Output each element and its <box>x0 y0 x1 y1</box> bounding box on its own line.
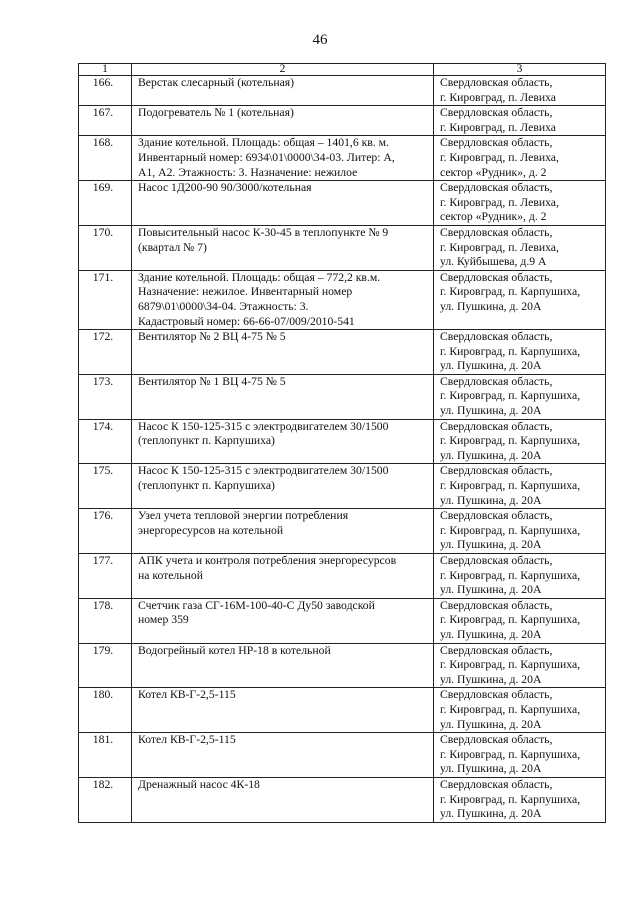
address-cell <box>434 464 606 509</box>
property-name-line: Водогрейный котел НР-18 в котельной <box>138 643 331 657</box>
property-name-cell <box>132 419 434 464</box>
table-row <box>79 509 606 554</box>
row-number: 171. <box>79 270 132 329</box>
property-name-cell <box>132 777 434 822</box>
row-number: 182. <box>79 777 132 822</box>
property-name-line: АПК учета и контроля потребления энергоресурсов <box>138 554 397 567</box>
property-name-line: Насос К 150-125-315 с электродвигателем 30/1500 <box>138 419 389 433</box>
address-line: г. Кировград, п. Левиха, <box>440 195 559 209</box>
address-line: Свердловская область, <box>440 733 553 747</box>
column-header-number: 1 <box>79 64 132 76</box>
address-line: Свердловская область, <box>440 598 553 612</box>
table-row <box>79 688 606 733</box>
address-line: г. Кировград, п. Карпушиха, <box>440 285 581 299</box>
table-row <box>79 106 606 136</box>
address-cell <box>434 330 606 375</box>
property-name-line: 6879\01\0000\34-04. Этажность: 3. <box>138 299 309 313</box>
property-name-line: (квартал № 7) <box>138 240 207 254</box>
address-line: Свердловская область, <box>440 419 553 433</box>
property-name-cell <box>132 181 434 226</box>
address-line: Свердловская область, <box>440 643 553 657</box>
table-row <box>79 374 606 419</box>
table-row <box>79 598 606 643</box>
property-name-line: Вентилятор № 2 ВЦ 4-75 № 5 <box>138 330 286 344</box>
address-line: г. Кировград, п. Левиха <box>440 120 556 134</box>
table-row <box>79 330 606 375</box>
table-row <box>79 777 606 822</box>
address-line: г. Кировград, п. Карпушиха, <box>440 479 581 493</box>
address-line: Свердловская область, <box>440 225 553 239</box>
property-name-line: Подогреватель № 1 (котельная) <box>138 106 294 120</box>
table-header-row <box>79 64 606 76</box>
table-row <box>79 225 606 270</box>
property-name-line: Вентилятор № 1 ВЦ 4-75 № 5 <box>138 374 286 388</box>
address-cell <box>434 688 606 733</box>
row-number: 177. <box>79 554 132 599</box>
address-line: Свердловская область, <box>440 374 553 388</box>
property-name-line: Узел учета тепловой энергии потребления <box>138 509 349 523</box>
row-number: 172. <box>79 330 132 375</box>
row-number: 168. <box>79 136 132 181</box>
column-header-address: 3 <box>434 64 606 76</box>
property-name-line: А1, А2. Этажность: 3. Назначение: нежилое <box>138 165 358 179</box>
address-line: г. Кировград, п. Карпушиха, <box>440 613 581 627</box>
address-line: г. Кировград, п. Карпушиха, <box>440 747 581 761</box>
property-name-cell <box>132 509 434 554</box>
address-line: ул. Пушкина, д. 20А <box>440 583 542 597</box>
address-line: ул. Пушкина, д. 20А <box>440 627 542 641</box>
table-row <box>79 554 606 599</box>
page-number: 46 <box>312 32 328 48</box>
row-number: 178. <box>79 598 132 643</box>
address-line: г. Кировград, п. Карпушиха, <box>440 568 581 582</box>
row-number: 180. <box>79 688 132 733</box>
property-name-cell <box>132 598 434 643</box>
address-line: ул. Пушкина, д. 20А <box>440 299 542 313</box>
address-cell <box>434 76 606 106</box>
address-line: ул. Пушкина, д. 20А <box>440 404 542 418</box>
address-line: Свердловская область, <box>440 136 553 150</box>
property-name-line: Дренажный насос 4К-18 <box>138 777 260 791</box>
address-line: Свердловская область, <box>440 688 553 702</box>
property-name-cell <box>132 464 434 509</box>
address-line: сектор «Рудник», д. 2 <box>440 210 547 224</box>
address-line: ул. Пушкина, д. 20А <box>440 493 542 507</box>
address-line: ул. Пушкина, д. 20А <box>440 807 542 821</box>
address-cell <box>434 598 606 643</box>
address-line: Свердловская область, <box>440 464 553 478</box>
address-line: Свердловская область, <box>440 777 553 791</box>
property-name-line: (теплопункт п. Карпушиха) <box>138 479 275 493</box>
address-cell <box>434 777 606 822</box>
address-line: ул. Куйбышева, д.9 А <box>440 255 547 269</box>
row-number: 175. <box>79 464 132 509</box>
property-name-cell <box>132 733 434 778</box>
table-body <box>79 76 606 823</box>
property-name-line: на котельной <box>138 568 203 582</box>
address-line: г. Кировград, п. Карпушиха, <box>440 434 581 448</box>
property-name-line: энергоресурсов на котельной <box>138 523 284 537</box>
property-name-line: Здание котельной. Площадь: общая – 772,2 кв.м. <box>138 270 381 284</box>
property-name-line: Верстак слесарный (котельная) <box>138 76 295 89</box>
address-line: ул. Пушкина, д. 20А <box>440 717 542 731</box>
property-name-line: Счетчик газа СГ-16М-100-40-С Ду50 заводской <box>138 598 375 612</box>
address-line: г. Кировград, п. Карпушиха, <box>440 389 581 403</box>
address-line: Свердловская область, <box>440 330 553 344</box>
column-header-name: 2 <box>132 64 434 76</box>
property-name-cell <box>132 76 434 106</box>
address-cell <box>434 225 606 270</box>
row-number: 166. <box>79 76 132 106</box>
address-cell <box>434 270 606 329</box>
property-name-cell <box>132 643 434 688</box>
address-line: ул. Пушкина, д. 20А <box>440 448 542 462</box>
address-line: Свердловская область, <box>440 270 553 284</box>
address-line: г. Кировград, п. Карпушиха, <box>440 702 581 716</box>
property-name-line: Котел КВ-Г-2,5-115 <box>138 733 236 747</box>
property-name-cell <box>132 330 434 375</box>
property-name-line: Котел КВ-Г-2,5-115 <box>138 688 236 702</box>
property-name-cell <box>132 106 434 136</box>
property-name-cell <box>132 225 434 270</box>
address-line: Свердловская область, <box>440 554 553 567</box>
address-cell <box>434 643 606 688</box>
address-line: Свердловская область, <box>440 76 553 89</box>
table-row <box>79 419 606 464</box>
address-cell <box>434 733 606 778</box>
address-line: Свердловская область, <box>440 181 553 195</box>
address-cell <box>434 181 606 226</box>
address-cell <box>434 419 606 464</box>
address-line: ул. Пушкина, д. 20А <box>440 538 542 552</box>
property-name-line: Насос 1Д200-90 90/3000/котельная <box>138 181 312 195</box>
address-cell <box>434 106 606 136</box>
row-number: 169. <box>79 181 132 226</box>
property-name-cell <box>132 136 434 181</box>
address-line: г. Кировград, п. Карпушиха, <box>440 344 581 358</box>
address-line: г. Кировград, п. Левиха, <box>440 240 559 254</box>
property-name-line: (теплопункт п. Карпушиха) <box>138 434 275 448</box>
table-row <box>79 136 606 181</box>
property-name-line: Инвентарный номер: 6934\01\0000\34-03. Литер: А, <box>138 150 395 164</box>
address-line: Свердловская область, <box>440 106 553 120</box>
table-row <box>79 643 606 688</box>
table-row <box>79 733 606 778</box>
property-name-cell <box>132 270 434 329</box>
row-number: 174. <box>79 419 132 464</box>
row-number: 173. <box>79 374 132 419</box>
row-number: 176. <box>79 509 132 554</box>
row-number: 181. <box>79 733 132 778</box>
address-cell <box>434 509 606 554</box>
property-name-line: Назначение: нежилое. Инвентарный номер <box>138 285 353 299</box>
row-number: 167. <box>79 106 132 136</box>
address-line: г. Кировград, п. Левиха <box>440 90 556 104</box>
address-line: ул. Пушкина, д. 20А <box>440 672 542 686</box>
address-line: г. Кировград, п. Карпушиха, <box>440 792 581 806</box>
address-cell <box>434 374 606 419</box>
address-line: сектор «Рудник», д. 2 <box>440 165 547 179</box>
row-number: 170. <box>79 225 132 270</box>
address-line: г. Кировград, п. Карпушиха, <box>440 523 581 537</box>
address-line: г. Кировград, п. Левиха, <box>440 150 559 164</box>
property-name-cell <box>132 688 434 733</box>
table-row <box>79 76 606 106</box>
row-number: 179. <box>79 643 132 688</box>
address-line: Свердловская область, <box>440 509 553 523</box>
table-row <box>79 181 606 226</box>
property-name-line: Повысительный насос К-30-45 в теплопункте № 9 <box>138 225 389 239</box>
property-registry-table <box>78 63 606 823</box>
property-name-line: Здание котельной. Площадь: общая – 1401,6 кв. м. <box>138 136 389 150</box>
table-row <box>79 464 606 509</box>
address-cell <box>434 136 606 181</box>
address-line: ул. Пушкина, д. 20А <box>440 762 542 776</box>
property-name-line: Насос К 150-125-315 с электродвигателем 30/1500 <box>138 464 389 478</box>
address-line: ул. Пушкина, д. 20А <box>440 359 542 373</box>
property-name-line: Кадастровый номер: 66-66-07/009/2010-541 <box>138 314 355 328</box>
property-name-cell <box>132 554 434 599</box>
property-name-cell <box>132 374 434 419</box>
table-row <box>79 270 606 329</box>
property-name-line: номер 359 <box>138 613 189 627</box>
address-cell <box>434 554 606 599</box>
address-line: г. Кировград, п. Карпушиха, <box>440 658 581 672</box>
